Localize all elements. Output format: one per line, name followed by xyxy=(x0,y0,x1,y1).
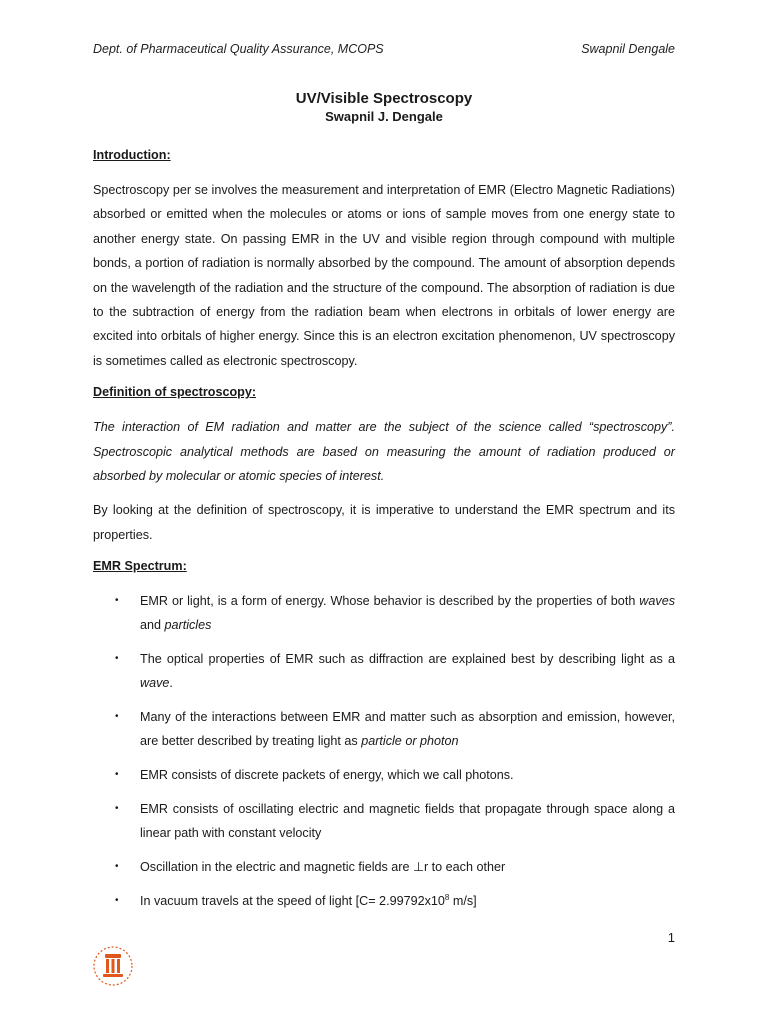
list-item: • The optical properties of EMR such as diffraction are explained best by describing light as a wave. xyxy=(93,647,675,695)
list-item: • In vacuum travels at the speed of light [$C= 2.99792x10^8$ m/s] xyxy=(93,889,675,913)
page-header xyxy=(93,42,675,56)
document-title: UV/Visible Spectroscopy xyxy=(295,90,473,107)
emr-bullet-list xyxy=(93,589,675,913)
bullet-icon: • xyxy=(115,895,119,907)
bullet-icon: • xyxy=(115,861,119,873)
bullet-icon: • xyxy=(115,769,119,781)
introduction-heading: Introduction: xyxy=(93,148,171,162)
definition-paragraph: The interaction of EM radiation and matter are the subject of the science called “spectroscopy”. Spectroscopic analytical methods are based on measuring the amount of radiation produced or absorbed by molecular or atomic species of interest. xyxy=(93,420,675,484)
list-item: • EMR consists of oscillating electric and magnetic fields that propagate through space along a linear path with constant velocity xyxy=(93,797,675,845)
bullet-icon: • xyxy=(115,803,119,815)
definition-heading: Definition of spectroscopy: xyxy=(93,385,257,400)
list-item: • EMR consists of discrete packets of energy, which we call photons. xyxy=(93,763,675,787)
emr-heading: EMR Spectrum: xyxy=(93,559,187,574)
document-body xyxy=(93,146,675,923)
list-item: • EMR or light, is a form of energy. Whose behavior is described by the properties of both waves and particles xyxy=(93,589,675,637)
bullet-icon: • xyxy=(115,653,119,665)
list-item: • Many of the interactions between EMR and matter such as absorption and emission, however, are better described by treating light as particle or photon xyxy=(93,705,675,753)
document-author: Swapnil J. Dengale xyxy=(325,109,443,124)
introduction-paragraph: Spectroscopy per se involves the measurement and interpretation of EMR (Electro Magnetic Radiations) absorbed or emitted when the molecules or atoms or ions of sample moves from one energy state to another energy state. On passing EMR in the UV and visible region through compound with multiple bonds, a portion of radiation is normally absorbed by the compound. The amount of absorption depends on the wavelength of the radiation and the structure of the compound. The absorption of radiation is due to the subtraction of energy from the radiation beam when electrons in orbitals of lower energy are excited into orbitals of higher energy. Since this is an electron excitation phenomenon, UV spectroscopy is sometimes called as electronic spectroscopy. xyxy=(93,183,675,368)
header-department: Dept. of Pharmaceutical Quality Assurance, MCOPS xyxy=(93,42,384,56)
page-number: 1 xyxy=(667,930,675,945)
bullet-icon: • xyxy=(115,711,119,723)
institution-logo-icon xyxy=(92,945,134,987)
bullet-icon: • xyxy=(115,595,119,607)
header-author: Swapnil Dengale xyxy=(581,42,675,56)
list-item: • Oscillation in the electric and magnetic fields are ⊥r to each other xyxy=(93,855,675,879)
definition-followup: By looking at the definition of spectroscopy, it is imperative to understand the EMR spectrum and its properties. xyxy=(93,503,675,542)
